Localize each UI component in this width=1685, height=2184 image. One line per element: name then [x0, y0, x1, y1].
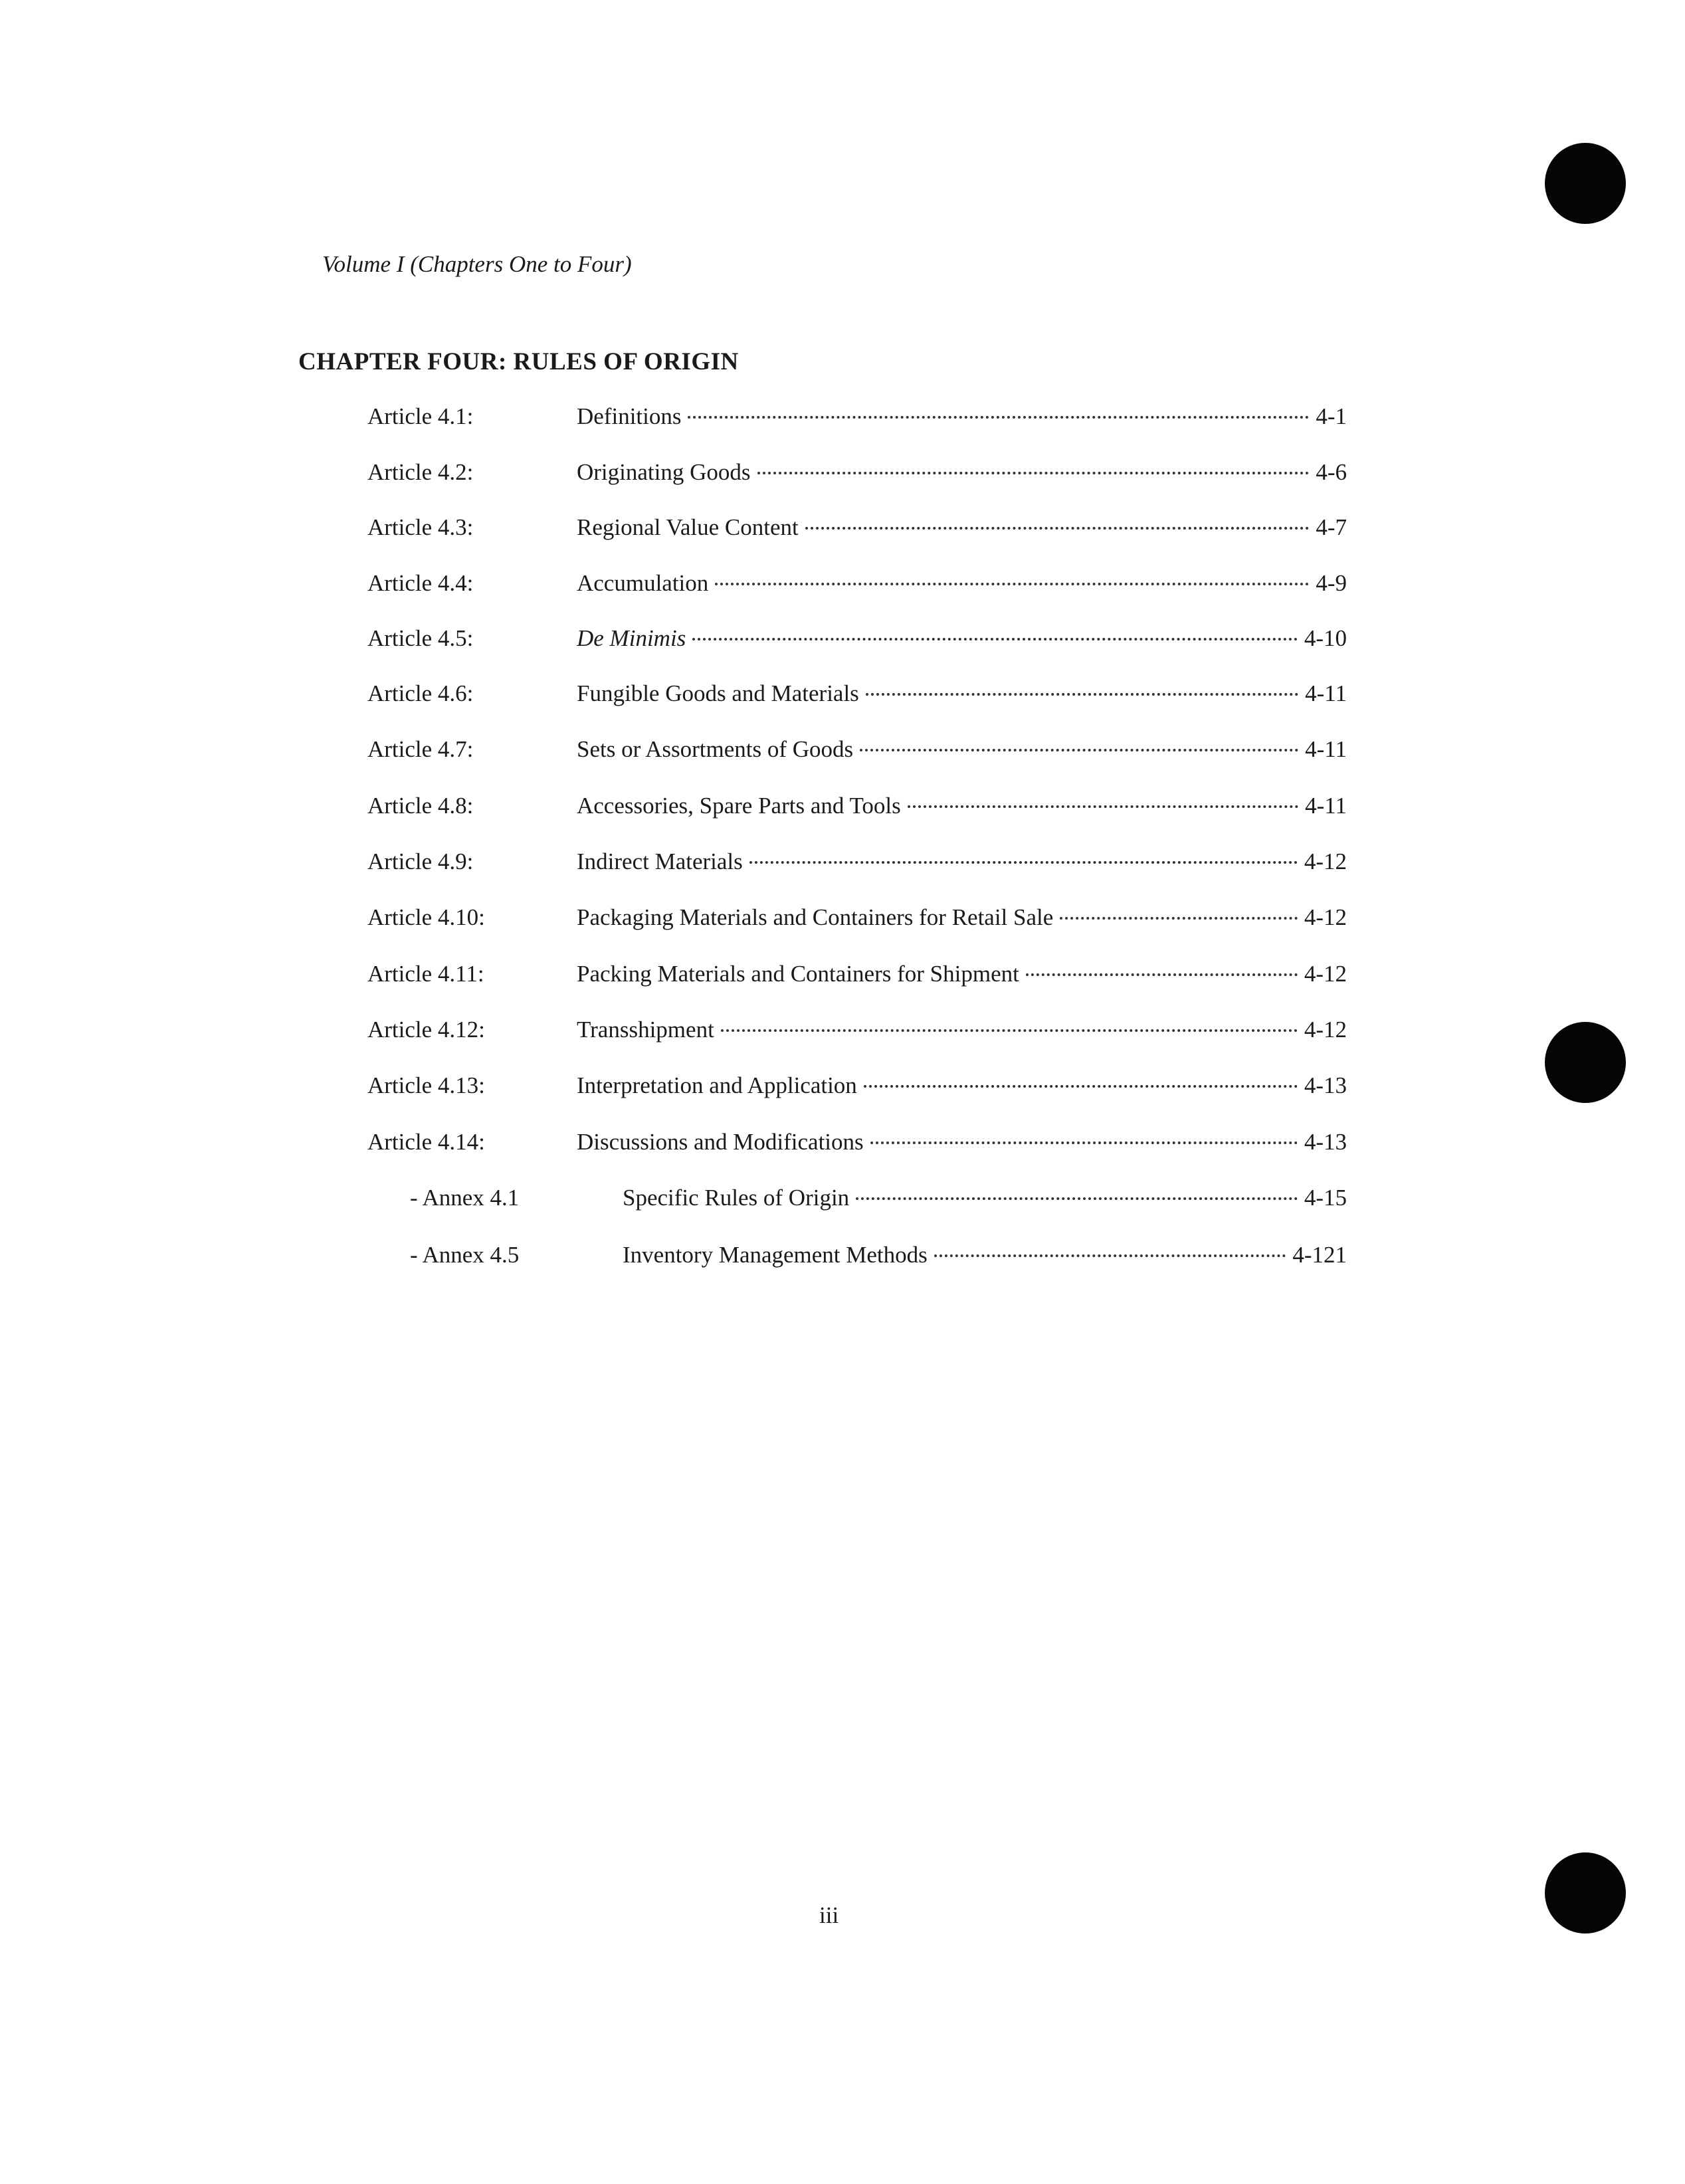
volume-title: Volume I (Chapters One to Four) [322, 251, 632, 277]
dot-leader [870, 1142, 1298, 1144]
toc-entry-article-4-6 [0, 677, 1685, 710]
page-ref: 4-6 [1316, 459, 1347, 485]
article-label: Article 4.8: [367, 793, 474, 819]
article-title: Fungible Goods and Materials [577, 680, 859, 706]
toc-entry-article-4-10 [0, 901, 1685, 934]
toc-entry-article-4-4 [0, 567, 1685, 600]
dot-leader [692, 638, 1298, 641]
dot-leader [749, 861, 1298, 864]
dot-leader [864, 1085, 1298, 1088]
dot-leader [688, 416, 1309, 419]
article-label: Article 4.14: [367, 1129, 485, 1155]
article-label: Article 4.6: [367, 680, 474, 706]
toc-entry-article-4-1 [0, 400, 1685, 433]
article-title: Transshipment [577, 1017, 714, 1042]
article-label: Article 4.9: [367, 848, 474, 874]
article-label: Article 4.13: [367, 1072, 485, 1098]
article-label: Article 4.7: [367, 736, 474, 762]
article-title: Definitions [577, 403, 682, 429]
article-label: Article 4.12: [367, 1017, 485, 1042]
page-number: iii [819, 1902, 839, 1928]
article-label: Article 4.11: [367, 961, 484, 987]
page-ref: 4-11 [1305, 736, 1347, 762]
article-title: Packing Materials and Containers for Shipment [577, 961, 1019, 987]
page-ref: 4-12 [1304, 1017, 1347, 1042]
article-title: Originating Goods [577, 459, 751, 485]
toc-entry-article-4-11 [0, 957, 1685, 991]
dot-leader [757, 472, 1310, 474]
dot-leader [856, 1197, 1298, 1200]
article-label: Article 4.10: [367, 904, 485, 930]
toc-entry-article-4-12 [0, 1013, 1685, 1046]
dot-leader [866, 693, 1298, 696]
page-ref: 4-12 [1304, 961, 1347, 987]
article-title: De Minimis [577, 625, 686, 651]
toc-entry-article-4-14 [0, 1126, 1685, 1159]
article-label: Article 4.5: [367, 625, 474, 651]
page-ref: 4-11 [1305, 680, 1347, 706]
article-title: Indirect Materials [577, 848, 743, 874]
article-title: Discussions and Modifications [577, 1129, 864, 1155]
page-ref: 4-121 [1292, 1242, 1347, 1268]
toc-entry-article-4-8 [0, 789, 1685, 823]
article-label: Article 4.1: [367, 403, 474, 429]
page-ref: 4-11 [1305, 793, 1347, 819]
dot-leader [1060, 917, 1298, 920]
page-ref: 4-12 [1304, 904, 1347, 930]
page-ref: 4-9 [1316, 570, 1347, 596]
chapter-title: CHAPTER FOUR: RULES OF ORIGIN [298, 348, 739, 375]
page-ref: 4-10 [1304, 625, 1347, 651]
annex-title: Inventory Management Methods [623, 1242, 928, 1268]
page-ref: 4-15 [1304, 1185, 1347, 1211]
page-ref: 4-12 [1304, 848, 1347, 874]
toc-entry-article-4-9 [0, 845, 1685, 878]
toc-entry-article-4-2 [0, 456, 1685, 489]
article-label: Article 4.2: [367, 459, 474, 485]
article-title: Interpretation and Application [577, 1072, 857, 1098]
annex-title: Specific Rules of Origin [623, 1185, 850, 1211]
article-title: Regional Value Content [577, 514, 799, 540]
page-ref: 4-7 [1316, 514, 1347, 540]
annex-label: - Annex 4.5 [410, 1242, 520, 1268]
dot-leader [934, 1254, 1286, 1257]
dot-leader [715, 583, 1309, 585]
toc-entry-article-4-3 [0, 511, 1685, 544]
toc-entry-article-4-5 [0, 622, 1685, 655]
page-ref: 4-1 [1316, 403, 1347, 429]
toc-entry-annex-4-1 [0, 1181, 1685, 1215]
binder-hole [1545, 143, 1626, 224]
toc-entry-article-4-7 [0, 733, 1685, 766]
dot-leader [805, 527, 1310, 530]
toc-entry-annex-4-5 [0, 1239, 1685, 1272]
page-ref: 4-13 [1304, 1072, 1347, 1098]
article-label: Article 4.3: [367, 514, 474, 540]
article-label: Article 4.4: [367, 570, 474, 596]
dot-leader [908, 805, 1298, 808]
binder-hole [1545, 1852, 1626, 1934]
dot-leader [721, 1029, 1298, 1032]
article-title: Packaging Materials and Containers for Retail Sale [577, 904, 1054, 930]
annex-label: - Annex 4.1 [410, 1185, 520, 1211]
article-title: Sets or Assortments of Goods [577, 736, 854, 762]
dot-leader [860, 749, 1298, 751]
article-title: Accumulation [577, 570, 709, 596]
page-ref: 4-13 [1304, 1129, 1347, 1155]
article-title: Accessories, Spare Parts and Tools [577, 793, 901, 819]
toc-entry-article-4-13 [0, 1069, 1685, 1102]
dot-leader [1026, 973, 1298, 976]
